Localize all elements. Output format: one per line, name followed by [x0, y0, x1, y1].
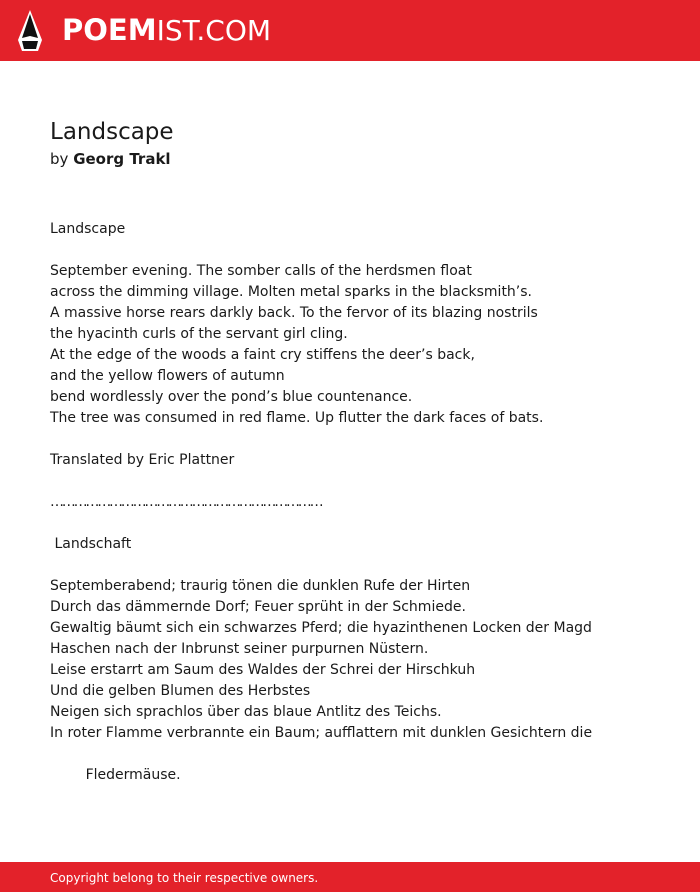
poem-byline	[50, 148, 171, 170]
poem-line: across the dimming village. Molten metal sparks in the blacksmith’s.	[50, 284, 533, 300]
poem-line: The tree was consumed in red flame. Up flutter the dark faces of bats.	[50, 410, 544, 426]
poem-line: Gewaltig bäumt sich ein schwarzes Pferd; die hyazinthenen Locken der Magd	[50, 620, 592, 636]
poem-line: Durch das dämmernde Dorf; Feuer sprüht in der Schmiede.	[50, 599, 466, 615]
poem-line: At the edge of the woods a faint cry stiffens the deer’s back,	[50, 347, 475, 363]
poem-line: Landscape	[50, 221, 126, 237]
poem-line: A massive horse rears darkly back. To the fervor of its blazing nostrils	[50, 305, 538, 321]
poem-title: Landscape	[50, 119, 174, 145]
poem-line: Haschen nach der Inbrunst seiner purpurnen Nüstern.	[50, 641, 429, 657]
dotted-separator: ……………………………………………………………	[50, 494, 322, 510]
poem-line: Landschaft	[50, 536, 132, 552]
copyright-notice: Copyright belong to their respective owners.	[50, 871, 319, 885]
poem-line: Neigen sich sprachlos über das blaue Antlitz des Teichs.	[50, 704, 442, 720]
poem-line: bend wordlessly over the pond’s blue countenance.	[50, 389, 413, 405]
poem-line: Fledermäuse.	[50, 767, 181, 783]
site-logo-text[interactable]	[62, 12, 271, 48]
poem-line: Septemberabend; traurig tönen die dunklen Rufe der Hirten	[50, 578, 471, 594]
site-header	[0, 0, 700, 61]
poem-line: In roter Flamme verbrannte ein Baum; aufflattern mit dunklen Gesichtern die	[50, 725, 593, 741]
poem-line: Leise erstarrt am Saum des Waldes der Schrei der Hirschkuh	[50, 662, 476, 678]
poem-line: September evening. The somber calls of the herdsmen float	[50, 263, 472, 279]
pencil-tip-icon[interactable]	[18, 10, 42, 51]
translator-credit: Translated by Eric Plattner	[50, 452, 235, 468]
poem-author: Georg Trakl	[73, 150, 171, 168]
byline-prefix: by	[50, 150, 69, 168]
poem-line: the hyacinth curls of the servant girl cling.	[50, 326, 348, 342]
brand-bold-text: POEM	[62, 13, 157, 47]
poem-line: Und die gelben Blumen des Herbstes	[50, 683, 311, 699]
brand-light-text: IST.COM	[156, 14, 272, 47]
poem-line: and the yellow flowers of autumn	[50, 368, 285, 384]
site-footer	[0, 862, 700, 892]
